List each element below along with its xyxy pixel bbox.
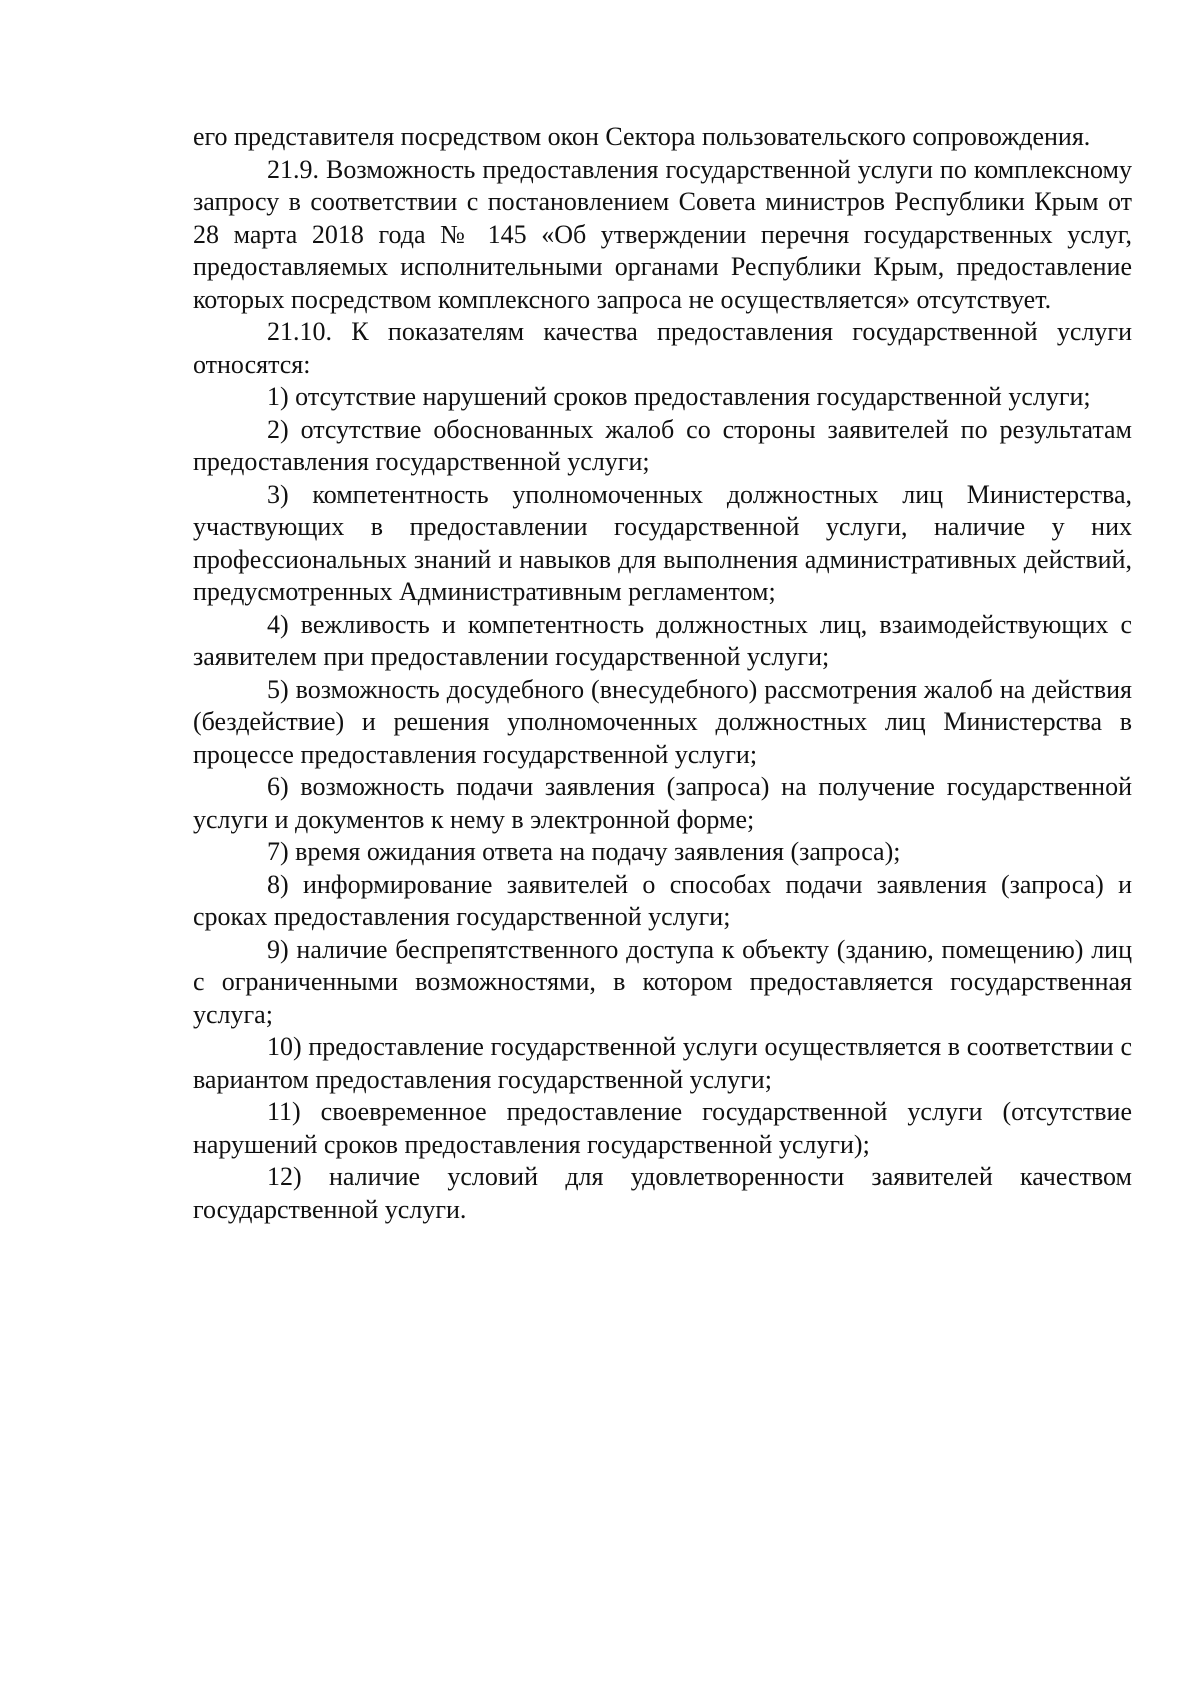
- list-item-5: 5) возможность досудебного (внесудебного) рассмотрения жалоб на действия (бездействие) и решения уполномоченных должностных лиц Министерства в процессе предоставления государственной услуги;: [193, 674, 1132, 769]
- list-item-2: 2) отсутствие обоснованных жалоб со стороны заявителей по результатам предоставления государственной услуги;: [193, 414, 1132, 476]
- paragraph-continuation: его представителя посредством окон Сектора пользовательского сопровождения.: [193, 122, 1091, 151]
- list-item-4: 4) вежливость и компетентность должностных лиц, взаимодействующих с заявителем при предоставлении государственной услуги;: [193, 609, 1132, 671]
- list-item-12: 12) наличие условий для удовлетворенности заявителей качеством государственной услуги.: [193, 1162, 1132, 1224]
- paragraph-21-10: 21.10. К показателям качества предоставления государственной услуги относятся:: [193, 317, 1132, 379]
- paragraph-21-9: 21.9. Возможность предоставления государственной услуги по комплексному запросу в соответствии с постановлением Совета министров Республики Крым от 28 марта 2018 года № 145 «Об утверждении перечня государственных услуг, предоставляемых исполнительными органами Республики Крым, предоставление которых посредством комплексного запроса не осуществляется» отсутствует.: [193, 154, 1132, 314]
- list-item-1: 1) отсутствие нарушений сроков предоставления государственной услуги;: [267, 382, 1091, 411]
- list-item-7: 7) время ожидания ответа на подачу заявления (запроса);: [267, 837, 901, 866]
- document-body: [193, 121, 1132, 1226]
- list-item-8: 8) информирование заявителей о способах подачи заявления (запроса) и сроках предоставления государственной услуги;: [193, 869, 1132, 931]
- list-item-9: 9) наличие беспрепятственного доступа к объекту (зданию, помещению) лиц с ограниченными возможностями, в котором предоставляется государственная услуга;: [193, 934, 1132, 1029]
- list-item-3: 3) компетентность уполномоченных должностных лиц Министерства, участвующих в предоставлении государственной услуги, наличие у них профессиональных знаний и навыков для выполнения административных действий, предусмотренных Административным регламентом;: [193, 479, 1132, 606]
- list-item-6: 6) возможность подачи заявления (запроса) на получение государственной услуги и документов к нему в электронной форме;: [193, 772, 1132, 834]
- list-item-10: 10) предоставление государственной услуги осуществляется в соответствии с вариантом предоставления государственной услуги;: [193, 1032, 1132, 1094]
- list-item-11: 11) своевременное предоставление государственной услуги (отсутствие нарушений сроков предоставления государственной услуги);: [193, 1097, 1132, 1159]
